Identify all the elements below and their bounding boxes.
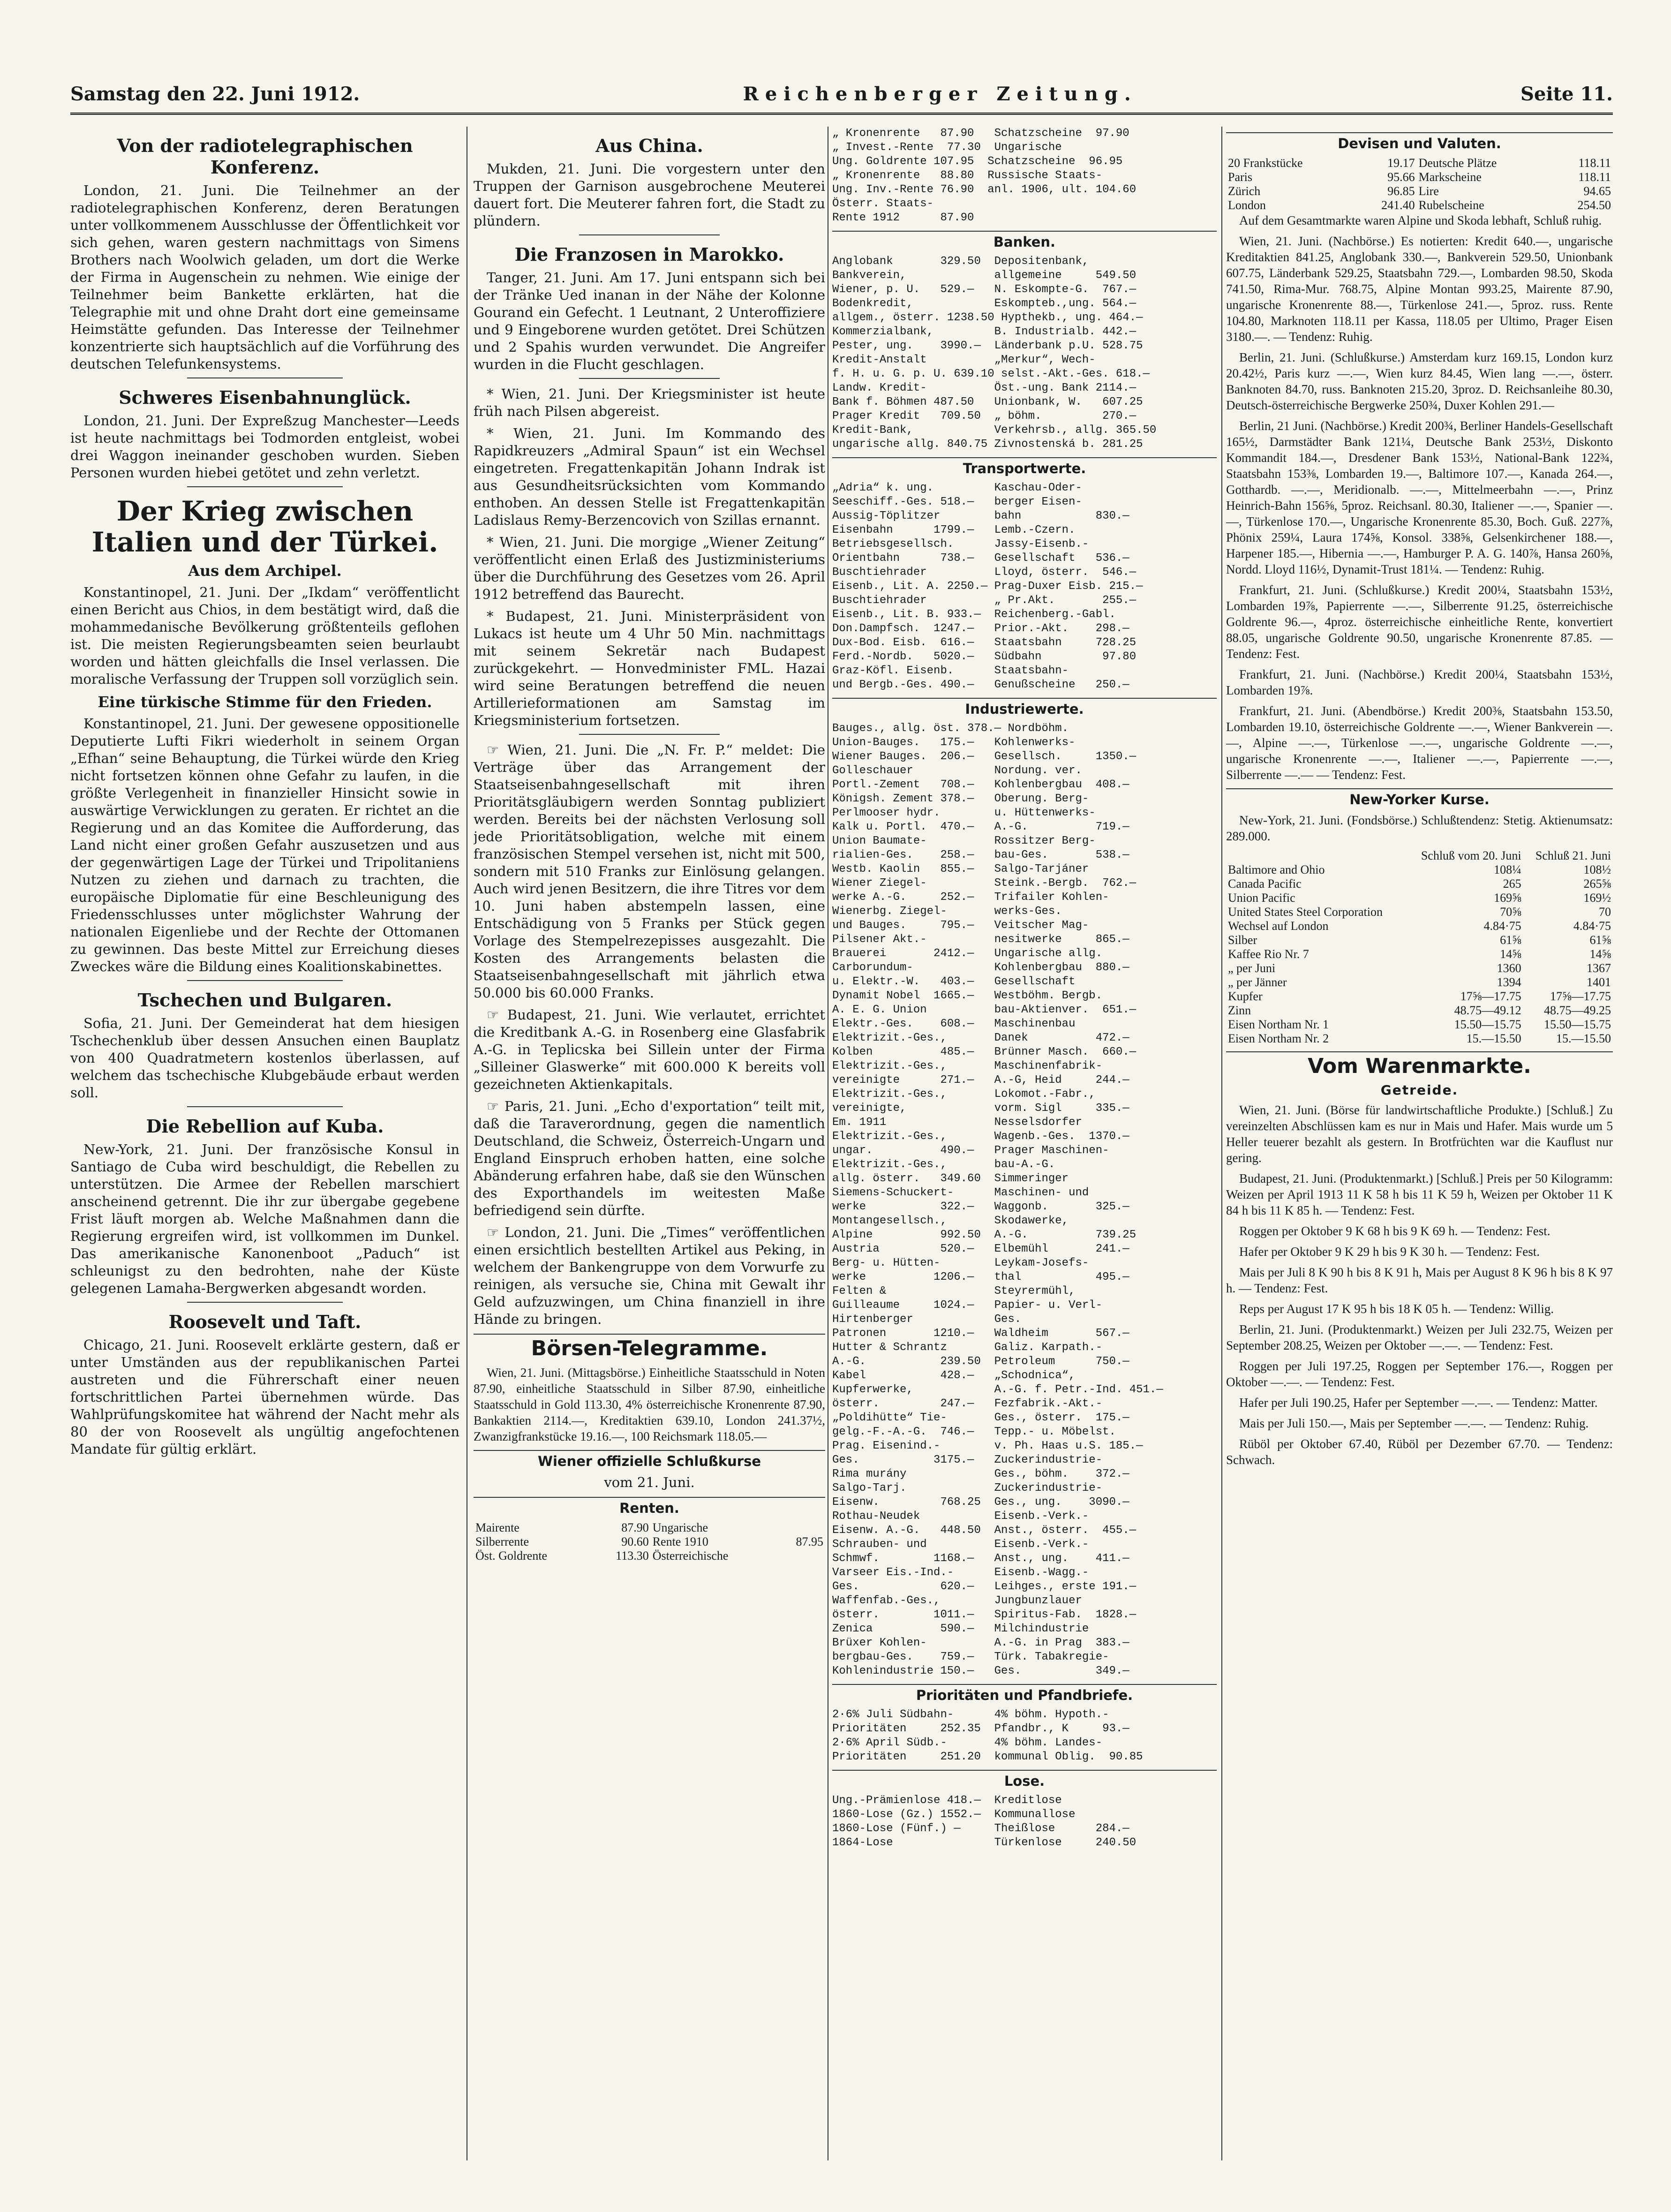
table-row [1226,933,1613,947]
table-cell: Ungarische [652,1521,708,1534]
table-header-row [1226,849,1613,863]
table-cell: Rente 1910 [652,1535,708,1548]
table-row [1226,975,1613,989]
table-row [1226,1004,1613,1018]
table-row [1226,919,1613,933]
table-cell: 15.—15.50 [1556,1032,1611,1045]
table-row [1226,989,1613,1004]
table-cell: Rubelscheine [1418,198,1484,212]
table-cell: 4.84·75 [1483,919,1521,933]
table-row [1226,1032,1613,1046]
article-text: Tanger, 21. Juni. Am 17. Juni entspann sich bei der Tränke Ued inanan in der Nähe der Kolonne Gourand ein Gefecht. 1 Leutnant, 2 Unteroffiziere und 9 Eingeborene wurden getötet. Drei Schützen und 2 Spahis wurden verwundet. Die Angreifer wurden in die Flucht geschlagen. [474,270,825,372]
table-cell: 108½ [1583,863,1611,876]
table-cell: 1367 [1587,961,1611,975]
table-cell: Deutsche Plätze [1418,156,1497,170]
article-text: Konstantinopel, 21. Juni. Der „Ikdam“ veröffentlicht einen Bericht aus Chios, in dem bestätigt wird, daß die mohammedanische Bevölkerung größtenteils geflohen ist. Die meisten Regierungsbeamten seien beurlaubt worden und hätten gleichfalls die Insel verlassen. Die moralische Verfassung der Truppen soll vorzüglich sein. [70,584,459,687]
market-report: Auf dem Gesamtmarkte waren Alpine und Skoda lebhaft, Schluß ruhig. [1239,213,1602,227]
ny-title: New-Yorker Kurse. [1226,788,1613,808]
news-item: ☞ London, 21. Juni. Die „Times“ veröffentlichen einen ersichtlich bestellten Artikel aus Peking, in welchem der Bankengruppe von dem Vorwurfe zu reinigen, als versuche sie, China mit Gewalt ihr Geld aufzuzwingen, um China finanziell in ihre Hände zu bringen. [474,1224,825,1327]
table-cell: 265⅝ [1583,877,1611,891]
rates-listing: „Adria“ k. ung. Kaschau-Oder- Seeschiff.-Ges. 518.— berger Eisen- Aussig-Töplitzer bahn 830.— Eisenbahn 1799.— Lemb.-Czern. Betriebsgesellsch. Jassy-Eisenb.- Orientbahn 738.— Gesellschaft 536.— Buschtiehrader Lloyd, österr. 546.— Eisenb., Lit. A. 2250.— Prag-Duxer Eisb. 215.— Buschtiehrader „ Pr.Akt. 255.— Eisenb., Lit. B. 933.— Reichenberg.-Gabl. Don.Dampfsch. 1247.— Prior.-Akt. 298.— Dux-Bod. Eisb. 616.— Staatsbahn 728.25 Ferd.-Nordb. 5020.— Südbahn 97.80 Graz-Köfl. Eisenb. Staatsbahn- und Bergb.-Ges. 490.— Genußscheine 250.— [832,482,1143,691]
war-title: Der Krieg zwischen Italien und der Türkei. [91,495,438,558]
table-cell: 118.11 [1578,170,1611,184]
table-row [1226,947,1613,961]
article [70,135,459,373]
article-title: Roosevelt und Taft. [168,1311,361,1332]
table-cell: 48.75—49.25 [1544,1004,1611,1017]
table-cell: 19.17 [1387,156,1415,170]
table-cell: Kupfer [1228,989,1263,1003]
table-cell: 70⅝ [1500,905,1521,919]
rates-listing: Ung.-Prämienlose 418.— Kreditlose 1860-Lose (Gz.) 1552.— Kommunallose 1860-Lose (Fünf.) — Theißlose 284.— 1864-Lose Türkenlose 240.50 [832,1794,1137,1849]
table-cell: Markscheine [1418,170,1482,184]
article-text: Mukden, 21. Juni. Die vorgestern unter den Truppen der Garnison ausgebrochene Meuterei dauert fort. Die Meuterer fahren fort, die Stadt zu plündern. [474,161,825,229]
table-cell: 108¼ [1494,863,1521,876]
commodity-report: Berlin, 21. Juni. (Produktenmarkt.) Weizen per Juli 232.75, Weizen per September 208.25, Weizen per Oktober —.—. — Tendenz: Fest. [1226,1322,1613,1352]
article-text: London, 21. Juni. Die Teilnehmer an der radiotelegraphischen Konferenz, deren Beratungen unter vollkommenem Ausschlusse der Öffentlichkeit vor sich gehen, waren gestern nachmittags von Simens Brothers nach Woolwich geladen, um dort die Werke der Firma in Augenschein zu nehmen. Wie einige der Teilnehmer beim Bankette erklärten, hat die Telegraphie mit und ohne Draht dort eine gemeinsame Heimstätte gefunden. Das Interesse der Teilnehmer konzentrierte sich hauptsächlich auf die Vorführung des deutschen Telefunkensystems. [70,182,459,372]
divider [187,377,343,378]
divider [579,734,720,735]
table-row [1226,184,1613,198]
rates-listing: „ Kronenrente 87.90 Schatzscheine 97.90 „ Invest.-Rente 77.30 Ungarische Ung. Goldrente 107.95 Schatzscheine 96.95 „ Kronenrente 88.80 Russische Staats- Ung. Inv.-Rente 76.90 anl. 1906, ult. 104.60 Österr. Staats- Rente 1912 87.90 [832,127,1137,224]
article [70,387,459,482]
table-cell: Union Pacific [1228,891,1295,905]
column-1 [70,127,459,2165]
renten-table [474,1521,825,1563]
ny-table [1226,849,1613,1046]
devisen-table [1226,156,1613,212]
commodity-report: Roggen per Oktober 9 K 68 h bis 9 K 69 h. — Tendenz: Fest. [1239,1224,1551,1238]
article [70,989,459,1102]
rates-listing: Bauges., allg. öst. 378.— Nordböhm. Union-Bauges. 175.— Kohlenwerks- Wiener Bauges. 206.— Gesellsch. 1350.— Golleschauer Nordung. ver. Portl.-Zement 708.— Kohlenbergbau 408.— Königsh. Zement 378.— Oberung. Berg- Perlmooser hydr. u. Hüttenwerks- Kalk u. Portl. 470.— A.-G. 719.— Union Baumate- Rossitzer Berg- rialien-Ges. 258.— bau-Ges. 538.— Westb. Kaolin 855.— Salgo-Tarjáner Wiener Ziegel- Steink.-Bergb. 762.— werke A.-G. 252.— Trifailer Kohlen- Wienerbg. Ziegel- werks-Ges. und Bauges. 795.— Veitscher Mag- Pilsener Akt.- nesitwerke 865.— Brauerei 2412.— Ungarische allg. Carborundum- Kohlenbergbau 880.— u. Elektr.-W. 403.— Gesellschaft Dynamit Nobel 1665.— Westböhm. Bergb. A. E. G. Union bau-Aktienver. 651.— Elektr.-Ges. 608.— Maschinenbau Elektrizit.-Ges., Danek 472.— Kolben 485.— Brünner Masch. 660.— Elektrizit.-Ges., Maschinenfabrik- vereinigte 271.— A.-G, Heid 244.— Elektrizit.-Ges., Lokomot.-Fabr., vereinigte, vorm. Sigl 335.— Em. 1911 Nesselsdorfer Elektrizit.-Ges., Wagenb.-Ges. 1370.— ungar. 490.— Prager Maschinen- Elektrizit.-Ges., bau-A.-G. allg. österr. 349.60 Simmeringer Siemens-Schuckert- Maschinen- und werke 322.— Waggonb. 325.— Montangesellsch., Skodawerke, Alpine 992.50 A.-G. 739.25 Austria 520.— Elbemühl 241.— Berg- u. Hütten- Leykam-Josefs- werke 1206.— thal 495.— Felten & Steyrermühl, Guilleaume 1024.— Papier- u. Verl- Hirtenberger Ges. Patronen 1210.— Waldheim 567.— Hutter & Schrantz Galiz. Karpath.- A.-G. 239.50 Petroleum 750.— Kabel 428.— „Schodnica“, Kupferwerke, A.-G. f. Petr.-Ind. 451.— österr. 247.— Fezfabrik.-Akt.- „Poldihütte“ Tie- Ges., österr. 175.— gelg.-F.-A.-G. 746.— Tepp.- u. Möbelst. Prag. Eisenind.- v. Ph. Haas u.S. 185.— Ges. 3175.— Zuckerindustrie- Rima murány Ges., böhm. 372.— Salgo-Tarj. Zuckerindustrie- Eisenw. 768.25 Ges., ung. 3090.— Rothau-Neudek Eisenb.-Verk.- Eisenw. A.-G. 448.50 Anst., österr. 455.— Schrauben- und Eisenb.-Verk.- Schmwf. 1168.— Anst., ung. 411.— Varseer Eis.-Ind.- Eisenb.-Wagg.- Ges. 620.— Leihges., erste 191.— Waffenfab.-Ges., Jungbunzlauer österr. 1011.— Spiritus-Fab. 1828.— Zenica 590.— Milchindustrie Brüxer Kohlen- A.-G. in Prag 383.— bergbau-Ges. 759.— Türk. Tabakregie- Kohlenindustrie 150.— Ges. 349.— [832,722,1163,1677]
table-cell: Canada Pacific [1228,877,1302,891]
market-report: Berlin, 21 Juni. (Nachbörse.) Kredit 200¾, Berliner Handels-Gesellschaft 165½, Darmstädter Bank 121¼, Deutsche Bank 253½, Diskonto Kommandit 184.—, Dresdener Bank 153½, National-Bank 122¾, Staatsbahn 153⅜, Lombarden 19.—, Baltimore 107.—, Kanada 264.—, Gotthardb. —.—, Meridionalb. —.—, Mittelmeerbahn —.—, Prinz Heinrich-Bahn 156⅝, 5proz. Reichsanl. 80.30, Italiener —.—, Spanier —.—, Türkenlose 170.—, Ungarische Kronenrente 85.30, Boch. Guß. 227⅞, Phönix 259¼, Laura 174⅝, Konsol. 338⅝, Gelsenkirchener 188.—, Harpener 185.—, Hibernia —.—, Hamburger P. A. G. 140⅞, Hansa 260⅝, Nordd. Lloyd 116½, Dynamit-Trust 181¼. — Tendenz: Ruhig. [1226,419,1613,576]
table-cell: 1394 [1497,975,1521,989]
article-title: Die Rebellion auf Kuba. [146,1116,384,1137]
table-cell: 48.75—49.12 [1454,1004,1521,1017]
divider [187,980,343,981]
table-cell: London [1228,198,1266,212]
table-header-cell: Schluß 21. Juni [1535,849,1611,862]
boerse-text: Wien, 21. Juni. (Mittagsbörse.) Einheitliche Staatsschuld in Noten 87.90, einheitliche Staatsschuld in Silber 87.90, einheitliche Staatsschuld in Gold 113.30, 4% österreichische Kronenrente 87.90, Bankaktien 2114.—, Kreditaktien 639.10, London 241.37½, Zwanzigfrankstücke 19.16.—, 100 Reichsmark 118.05.— [474,1366,825,1443]
article-text: London, 21. Juni. Der Expreßzug Manchester—Leeds ist heute nachmittags bei Todmorden entgleist, wobei drei Waggon ineinander geschoben wurden. Sieben Personen wurden hiebei getötet und zehn verletzt. [70,413,459,481]
article [474,244,825,373]
table-row [474,1535,825,1549]
table-row [1226,961,1613,975]
table-row [1226,863,1613,877]
table-cell: Zürich [1228,184,1261,198]
commodity-report: Hafer per Juli 190.25, Hafer per September —.—. — Tendenz: Matter. [1239,1396,1598,1410]
column-rule [1221,127,1222,2160]
table-cell: Eisen Northam Nr. 2 [1228,1032,1329,1045]
divider [187,1106,343,1107]
divider [187,486,343,487]
commodity-report: Mais per Juli 150.—, Mais per September —.—. — Tendenz: Ruhig. [1239,1416,1589,1430]
table-row [1226,905,1613,919]
masthead [70,75,1613,115]
news-item: ☞ Paris, 21. Juni. „Echo d'exportation“ teilt mit, daß die Taraverordnung, gegen die namentlich Deutschland, die Schweiz, Österreich-Ungarn und England Einspruch erhoben hatten, eine solche Abänderung erfahren habe, daß sie den Wünschen des Exporthandels im weitesten Maße befriedigend sein dürfte. [474,1098,825,1218]
table-cell: 15.50—15.75 [1544,1018,1611,1031]
devisen-title: Devisen und Valuten. [1226,132,1613,152]
table-row [1226,156,1613,170]
table-cell: 17⅝—17.75 [1550,989,1611,1003]
table-cell: 95.66 [1387,170,1415,184]
table-cell: 87.95 [796,1535,823,1548]
column-4 [1226,127,1613,2165]
divider [187,1302,343,1303]
table-cell: Öst. Goldrente [475,1549,548,1563]
table-cell: Eisen Northam Nr. 1 [1228,1018,1329,1031]
table-cell: 4.84·75 [1573,919,1611,933]
table-row [1226,170,1613,184]
page-number: Seite 11. [1520,83,1613,105]
getreide-title: Getreide. [1380,1082,1459,1098]
table-cell: 90.60 [621,1535,649,1548]
news-item: * Wien, 21. Juni. Der Kriegsminister ist heute früh nach Pilsen abgereist. [474,386,825,419]
article [70,1311,459,1458]
news-item: ☞ Budapest, 21. Juni. Wie verlautet, errichtet die Kreditbank A.-G. in Rosenberg eine Glasfabrik A.-G. in Teplicska bei Sillein unter der Firma „Silleiner Glaswerke“ mit 600.000 K bereits voll gezeichneten Aktienkapitals. [474,1007,825,1092]
boerse-title: Börsen-Telegramme. [474,1334,825,1361]
issue-date: Samstag den 22. Juni 1912. [70,83,360,105]
article-title: Schweres Eisenbahnunglück. [119,387,411,408]
schlusskurse-title: Wiener offizielle Schlußkurse [474,1450,825,1470]
table-cell: 1360 [1497,961,1521,975]
market-report: Frankfurt, 21. Juni. (Schlußkurse.) Kredit 200¼, Staatsbahn 153½, Lombarden 19⅞, Papierrente —.—, Silberrente 91.25, österreichische Goldrente 96.—, 4proz. österreichische einheitliche Rente, konvertiert 88.05, ungarische Goldrente 90.50, ungarische Kronenrente 87.85. — Tendenz: Fest. [1226,583,1613,661]
market-report: Frankfurt, 21. Juni. (Nachbörse.) Kredit 200¼, Staatsbahn 153½, Lombarden 19⅞. [1226,667,1613,697]
table-cell [776,1549,825,1563]
table-cell: Paris [1228,170,1252,184]
table-cell: Mairente [475,1521,519,1534]
table-cell: 20 Frankstücke [1228,156,1303,170]
table-cell: 14⅝ [1589,947,1611,961]
article-title: Tschechen und Bulgaren. [137,989,392,1011]
war-article [70,496,459,975]
news-item: * Budapest, 21. Juni. Ministerpräsident von Lukacs ist heute um 4 Uhr 50 Min. nachmittags mit seinem Sekretär nach Budapest zurückgekehrt. — Honvedminister FML. Hazai wird seine Beratungen betreffend die neuen Artillerieformationen am Samstag im Kriegsministerium fortsetzen. [474,608,825,728]
market-report: Frankfurt, 21. Juni. (Abendbörse.) Kredit 200⅜, Staatsbahn 153.50, Lombarden 19.10, österreichische Goldrente —.—, Wiener Bankverein —.—, Alpine —.—, Türkenlose —.—, ungarische Goldrente —.—, ungarische Kronenrente —.—, Italiener —.—, Papierrente —.—, Silberrente —.— — Tendenz: Fest. [1226,704,1613,782]
table-cell: 61⅝ [1589,933,1611,947]
table-row [474,1549,825,1563]
table-row [474,1521,825,1535]
article-text: Sofia, 21. Juni. Der Gemeinderat hat dem hiesigen Tschechenklub über dessen Ansuchen einen Bauplatz von 400 Quadratmetern kostenlos überlassen, auf welchem das tschechische Klubgebäude erbaut werden soll. [70,1015,459,1101]
market-report: Berlin, 21. Juni. (Schlußkurse.) Amsterdam kurz 169.15, London kurz 20.42½, Paris kurz —.—, Wien kurz 84.45, Wien lang —.—, österr. Banknoten 84.70, russ. Banknoten 215.20, 3proz. D. Reichsanleihe 80.30, Deutsch-österreichische Bergwerke 250¾, Duxer Kohlen 291.— [1226,350,1613,412]
commodity-report: Hafer per Oktober 9 K 29 h bis 9 K 30 h. — Tendenz: Fest. [1239,1245,1540,1259]
table-cell: 169⅝ [1494,891,1521,905]
divider [579,234,720,235]
table-cell: 265 [1503,877,1521,891]
table-cell: 70 [1599,905,1611,919]
table-cell: Österreichische [652,1549,729,1563]
schlusskurse-date: vom 21. Juni. [604,1474,695,1490]
table-row [1226,1018,1613,1032]
table-cell: „ per Juni [1228,961,1276,975]
table-cell: Silber [1228,933,1257,947]
table-cell: Silberrente [475,1535,529,1548]
table-header-cell: Schluß vom 20. Juni [1421,849,1521,862]
commodity-report: Reps per August 17 K 95 h bis 18 K 05 h. — Tendenz: Willig. [1239,1302,1554,1316]
table-cell: 1401 [1587,975,1611,989]
section-title: Banken. [832,231,1217,251]
market-report: Wien, 21. Juni. (Nachbörse.) Es notierten: Kredit 640.—, ungarische Kreditaktien 841.25, Anglobank 330.—, Bankverein 529.50, Unionbank 607.75, Länderbank 529.25, Staatsbahn 729.—, Lombarden 98.50, Skoda 741.50, Rima-Mur. 768.75, Alpine Montan 993.25, Mairente 87.90, ungarische Kronenrente 88.—, Türkenlose 241.—, 5proz. russ. Rente 104.80, Marknoten 118.11 per Kassa, 118.05 per Ultimo, Prager Eisen 3180.—. — Tendenz: Ruhig. [1226,234,1613,344]
table-cell: 118.11 [1578,156,1611,170]
table-cell: 113.30 [616,1549,649,1563]
war-subtitle: Eine türkische Stimme für den Frieden. [98,693,432,711]
commodity-report: Mais per Juli 8 K 90 h bis 8 K 91 h, Mais per August 8 K 96 h bis 8 K 97 h. — Tendenz: Fest. [1226,1265,1613,1295]
table-row [1226,198,1613,212]
table-row [1226,877,1613,891]
article-title: Aus China. [595,135,703,156]
table-cell: 61⅝ [1500,933,1521,947]
table-cell: Baltimore and Ohio [1228,863,1325,876]
article-text: Chicago, 21. Juni. Roosevelt erklärte gestern, daß er unter Umständen aus der republikanischen Partei austreten und die Führerschaft einer neuen fortschrittlichen Partei übernehmen würde. Das Wahlprüfungskomitee hat während der Nacht mehr als 80 der von Roosevelt als ungültig angefochtenen Mandate für gültig erklärt. [70,1337,459,1457]
news-item: * Wien, 21. Juni. Die morgige „Wiener Zeitung“ veröffentlicht einen Erlaß des Justizministeriums über die Durchführung des Gesetzes vom 26. April 1912 betreffend das Baurecht. [474,534,825,602]
commodity-report: Rüböl per Oktober 67.40, Rüböl per Dezember 67.70. — Tendenz: Schwach. [1226,1437,1613,1467]
table-cell: 254.50 [1577,198,1611,212]
table-cell: „ per Jänner [1228,975,1287,989]
column-3 [832,127,1217,2165]
table-cell: Zinn [1228,1004,1251,1017]
paper-title: Reichenberger Zeitung. [743,83,1137,105]
boerse-section [474,1334,825,1563]
news-item: ☞ Wien, 21. Juni. Die „N. Fr. P.“ meldet: Die Verträge über das Arrangement der Staatseisenbahngesellschaft mit ihren Prioritätsgläubigern werden Sonntag publiziert werden. Bereits bei der nächsten Verlosung soll jede Prioritätsobligation, welche mit einem französischen Stempel versehen ist, nicht mit 500, sondern mit 510 Franks zur Einlösung gelangen. Auch wird jenen Besitzern, die ihre Titres vor dem 10. Juni haben abstempeln lassen, eine Entschädigung von 5 Franks per Stück gegen Vorlage des Stempelrezepisses ausgezahlt. Die Kosten des Arrangements belasten die Staatseisenbahngesellschaft mit jährlich etwa 50.000 bis 60.000 Franks. [474,742,825,1001]
divider [579,378,720,379]
table-cell: Wechsel auf London [1228,919,1329,933]
article-title: Die Franzosen in Marokko. [514,244,784,265]
ny-intro: New-York, 21. Juni. (Fondsbörse.) Schlußtendenz: Stetig. Aktienumsatz: 289.000. [1226,813,1613,843]
table-cell: 15.50—15.75 [1454,1018,1521,1031]
section-title: Prioritäten und Pfandbriefe. [832,1684,1217,1704]
article [474,135,825,230]
renten-title: Renten. [474,1497,825,1517]
waren-title: Vom Warenmarkte. [1226,1051,1613,1079]
table-header-cell [1226,849,1406,863]
article [70,1116,459,1297]
rates-listing: 2·6% Juli Südbahn- 4% böhm. Hypoth.- Prioritäten 252.35 Pfandbr., K 93.— 2·6% April Südb.- 4% böhm. Landes- Prioritäten 251.20 kommunal Oblig. 90.85 [832,1708,1143,1763]
table-cell [776,1521,825,1535]
rates-listing: Anglobank 329.50 Depositenbank, Bankverein, allgemeine 549.50 Wiener, p. U. 529.— N. Eskompte-G. 767.— Bodenkredit, Eskompteb.,ung. 564.— allgem., österr. 1238.50 Hypthekb., ung. 464.— Kommerzialbank, B. Industrialb. 442.— Pester, ung. 3990.— Länderbank p.U. 528.75 Kredit-Anstalt „Merkur“, Wech- f. H. u. G. p. U. 639.10 selst.-Akt.-Ges. 618.— Landw. Kredit- Öst.-ung. Bank 2114.— Bank f. Böhmen 487.50 Unionbank, W. 607.25 Prager Kredit 709.50 „ böhm. 270.— Kredit-Bank, Verkehrsb., allg. 365.50 ungarische allg. 840.75 Zivnostenská b. 281.25 [832,255,1157,451]
column-2 [474,127,825,2165]
table-cell: 96.85 [1387,184,1415,198]
table-cell: 94.65 [1583,184,1611,198]
commodity-report: Wien, 21. Juni. (Börse für landwirtschaftliche Produkte.) [Schluß.] Zu vereinzelten Abschlüssen kam es nur in Mais und Hafer. Mais wurde um 5 Heller teuerer bezahlt als gestern. In Brotfrüchten war die Kauflust nur gering. [1226,1103,1613,1165]
table-row [1226,891,1613,905]
news-item: * Wien, 21. Juni. Im Kommando des Rapidkreuzers „Admiral Spaun“ ist ein Wechsel eingetreten. Fregattenkapitän Johann Indrak ist aus Gesundheitsrücksichten vom Kommando enthoben. An dessen Stelle ist Fregattenkapitän Ladislaus Remy-Berzencovich von Szillas ernannt. [474,425,825,528]
table-cell: Kaffee Rio Nr. 7 [1228,947,1309,961]
table-cell: 87.90 [621,1521,649,1534]
war-subtitle: Aus dem Archipel. [188,562,342,580]
table-cell: 15.—15.50 [1466,1032,1521,1045]
section-title: Transportwerte. [832,457,1217,477]
table-cell: United States Steel Corporation [1228,905,1383,919]
commodity-report: Budapest, 21. Juni. (Produktenmarkt.) [Schluß.] Preis per 50 Kilogramm: Weizen per April 1913 11 K 58 h bis 11 K 59 h, Weizen per Oktober 11 K 84 h bis 11 K 85 h. — Tendenz: Fest. [1226,1171,1613,1217]
table-cell: 169½ [1583,891,1611,905]
table-cell: Lire [1418,184,1439,198]
article-text: Konstantinopel, 21. Juni. Der gewesene oppositionelle Deputierte Lufti Fikri wiederholt in seinem Organ „Efhan“ seine Behauptung, die Türkei würde den Krieg nicht fortsetzen können ohne Gefahr zu laufen, in die größte Verlegenheit in finanzieller Hinsicht sowie in auswärtige Verwicklungen zu geraten. Er richtet an die Regierung und an das Komitee die Aufforderung, das Land nicht einer großen Gefahr auszusetzen und aus der gegenwärtigen Lage der Türkei und Tripolitaniens Nutzen zu ziehen und darnach zu trachten, die europäische Diplomatie für eine Beschleunigung des Friedensschlusses unter möglichster Wahrung der nationalen Eigenliebe und der Rechte der Ottomanen zu gewinnen. Das beste Mittel zur Erreichung dieses Zweckes wäre die Bildung eines Koalitionskabinettes. [70,716,459,974]
section-title: Industriewerte. [832,698,1217,718]
table-cell: 241.40 [1381,198,1415,212]
commodity-report: Roggen per Juli 197.25, Roggen per September 176.—, Roggen per Oktober —.—. — Tendenz: Fest. [1226,1359,1613,1389]
table-cell: 17⅝—17.75 [1460,989,1521,1003]
article-text: New-York, 21. Juni. Der französische Konsul in Santiago de Cuba wird beschuldigt, die Rebellen zu unterstützen. Die Armee der Rebellen marschiert anscheinend getrennt. Die ihr zur übergabe gegebene Frist läuft morgen ab. Welche Maßnahmen dann die Regierung ergreifen wird, ist vollkommen im Dunkel. Das amerikanische Kanonenboot „Paduch“ ist schleunigst zu den bedrohten, nahe der Küste gelegenen Lamaha-Bergwerken abgesandt worden. [70,1141,459,1296]
article-title: Von der radiotelegraphischen Konferenz. [117,135,413,178]
section-title: Lose. [832,1770,1217,1790]
table-cell: 14⅝ [1500,947,1521,961]
